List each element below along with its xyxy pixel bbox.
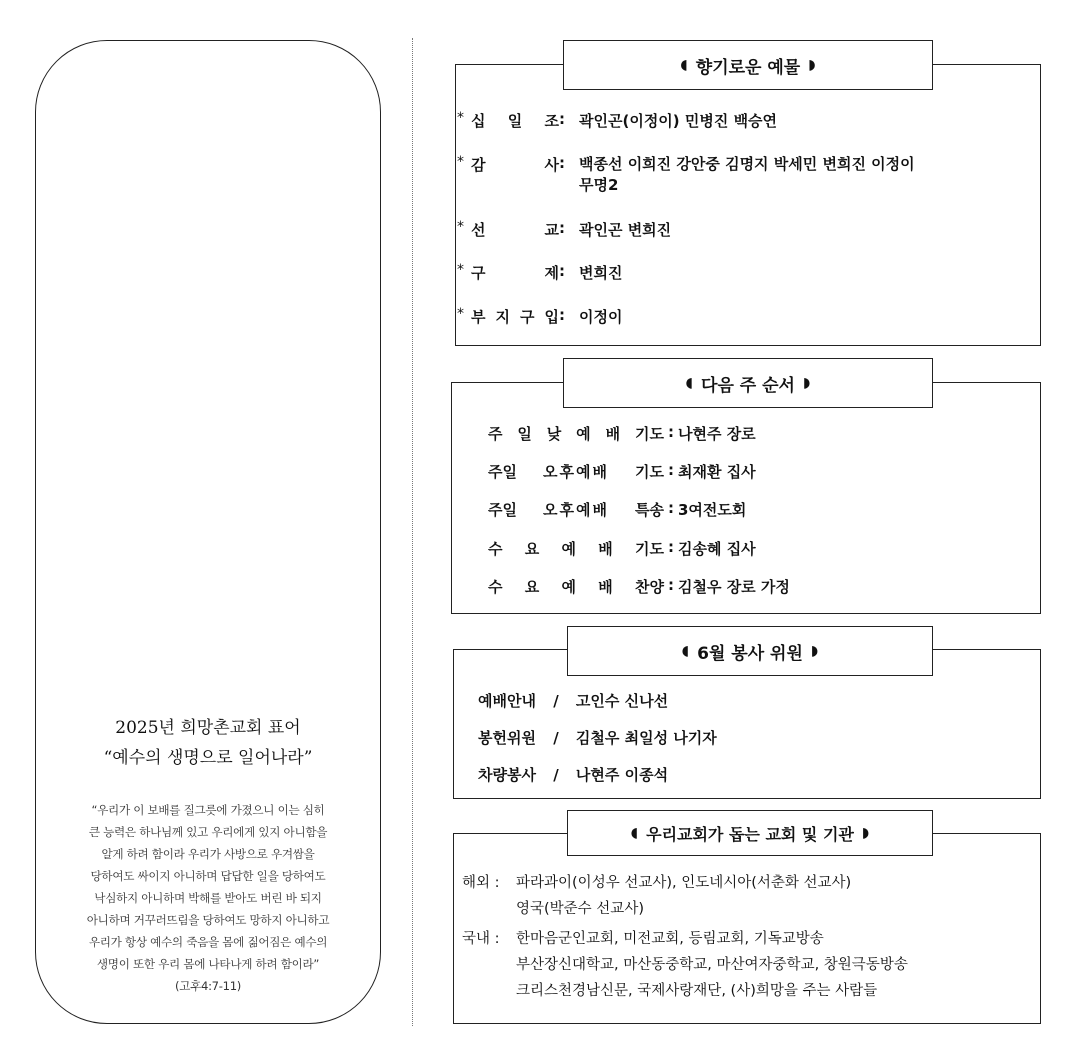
next-order-value: 나현주 장로 [678, 425, 756, 443]
half-circle-left-icon: ◖ [685, 375, 694, 391]
bullet-icon: * [457, 262, 464, 278]
next-order-title [563, 358, 933, 408]
quote-line: 낙심하지 아니하며 박해를 받아도 버린 바 되지 [94, 891, 322, 905]
half-circle-right-icon: ◗ [861, 825, 870, 841]
overseas-label: 해외 : [462, 875, 500, 891]
offering-label: 부 지 구 입 [471, 308, 559, 326]
half-circle-left-icon: ◖ [681, 643, 690, 659]
offering-value: 곽인곤 변희진 [579, 221, 672, 239]
quote-line: 생명이 또한 우리 몸에 나타나게 하려 함이라” [96, 957, 320, 971]
offering-title [563, 40, 933, 90]
half-circle-left-icon: ◖ [630, 825, 639, 841]
next-order-label: 수 요 예 배 기도 [488, 540, 664, 558]
volunteer-names: 나현주 이종석 [575, 766, 669, 784]
bullet-icon: * [457, 306, 464, 322]
next-order-label: 주일 오후예배 기도 [488, 463, 664, 481]
offering-row-thanks: * 감 사 : 백종선 이희진 강안중 김명지 박세민 변희진 이정이 무명2 [457, 154, 915, 194]
volunteer-role: 예배안내 [478, 692, 536, 710]
volunteer-row: 봉헌위원 / 김철우 최일성 나기자 [478, 729, 717, 747]
domestic-line: 크리스천경남신문, 국제사랑재단, (사)희망을 주는 사람들 [516, 983, 878, 999]
quote-line: “우리가 이 보배를 질그릇에 가졌으니 이는 심히 [91, 803, 325, 817]
volunteers-title [567, 626, 933, 676]
offering-box [455, 64, 1041, 346]
support-title-text: 우리교회가 돕는 교회 및 기관 [646, 824, 854, 844]
volunteer-role: 차량봉사 [478, 766, 536, 784]
volunteers-title-text: 6월 봉사 위원 [697, 643, 803, 664]
volunteer-row: 예배안내 / 고인수 신나선 [478, 692, 669, 710]
offering-value: 곽인곤(이정이) 민병진 백승연 [579, 112, 778, 130]
offering-value: 변희진 [579, 264, 623, 282]
overseas-line: 영국(박준수 선교사) [516, 901, 644, 917]
domestic-line: 부산장신대학교, 마산동중학교, 마산여자중학교, 창원극동방송 [516, 957, 908, 973]
motto-title [36, 713, 380, 773]
motto-card [35, 40, 381, 1024]
motto-title-line1: 2025년 희망촌교회 표어 [115, 718, 301, 738]
half-circle-right-icon: ◗ [808, 57, 816, 73]
next-order-row: 수 요 예 배 찬양 : 김철우 장로 가정 [488, 576, 790, 596]
next-order-row: 주 일 낮 예 배 기도 : 나현주 장로 [488, 423, 756, 443]
support-title [567, 810, 933, 856]
offering-title-text: 향기로운 예물 [695, 57, 801, 78]
motto-scripture [58, 799, 358, 997]
offering-row-tithe: * 십 일 조 : 곽인곤(이정이) 민병진 백승연 [457, 110, 778, 130]
bullet-icon: * [457, 219, 464, 235]
offering-value: 이정이 [579, 308, 623, 326]
support-overseas [462, 870, 851, 922]
offering-row-relief: * 구 제 : 변희진 [457, 262, 623, 282]
quote-line: 큰 능력은 하나님께 있고 우리에게 있지 아니함을 [88, 825, 328, 839]
offering-label: 감 사 [471, 156, 559, 174]
next-order-title-text: 다음 주 순서 [701, 375, 795, 396]
overseas-line: 파라과이(이성우 선교사), 인도네시아(서춘화 선교사) [516, 875, 852, 891]
next-order-label: 주일 오후예배 특송 [488, 501, 664, 519]
quote-line: 당하여도 싸이지 아니하며 답답한 일을 당하여도 [90, 869, 326, 883]
bullet-icon: * [457, 110, 464, 126]
quote-line: 아니하며 거꾸러뜨림을 당하여도 망하지 아니하고 [86, 913, 330, 927]
motto-title-line2: “예수의 생명으로 일어나라” [103, 748, 313, 768]
volunteer-names: 김철우 최일성 나기자 [575, 729, 717, 747]
half-circle-right-icon: ◗ [810, 643, 819, 659]
support-domestic [462, 926, 908, 1004]
next-order-label: 수 요 예 배 찬양 [488, 578, 664, 596]
quote-line: 알게 하려 함이라 우리가 사방으로 우겨쌈을 [101, 847, 315, 861]
next-order-row: 주일 오후예배 특송 : 3여전도회 [488, 499, 747, 519]
volunteer-role: 봉헌위원 [478, 729, 536, 747]
volunteer-names: 고인수 신나선 [575, 692, 669, 710]
next-order-value: 3여전도회 [678, 501, 747, 519]
bullet-icon: * [457, 154, 464, 170]
next-order-value: 김송혜 집사 [678, 540, 756, 558]
offering-label: 선 교 [471, 221, 559, 239]
next-order-row: 주일 오후예배 기도 : 최재환 집사 [488, 461, 756, 481]
offering-value: 백종선 이희진 강안중 김명지 박세민 변희진 이정이 무명2 [579, 155, 915, 194]
half-circle-left-icon: ◖ [680, 57, 688, 73]
page-divider [412, 38, 413, 1026]
offering-label: 구 제 [471, 264, 559, 282]
offering-row-mission: * 선 교 : 곽인곤 변희진 [457, 219, 672, 239]
half-circle-right-icon: ◗ [802, 375, 811, 391]
next-order-label: 주 일 낮 예 배 기도 [488, 425, 664, 443]
next-order-value: 최재환 집사 [678, 463, 756, 481]
quote-reference: (고후4:7-11) [174, 979, 242, 993]
quote-line: 우리가 항상 예수의 죽음을 몸에 짊어짐은 예수의 [88, 935, 328, 949]
offering-label: 십 일 조 [471, 112, 559, 130]
offering-row-land: * 부 지 구 입 : 이정이 [457, 306, 623, 326]
volunteer-row: 차량봉사 / 나현주 이종석 [478, 766, 669, 784]
domestic-line: 한마음군인교회, 미전교회, 등림교회, 기독교방송 [516, 931, 824, 947]
domestic-label: 국내 : [462, 931, 500, 947]
next-order-row: 수 요 예 배 기도 : 김송혜 집사 [488, 538, 756, 558]
next-order-value: 김철우 장로 가정 [678, 578, 790, 596]
